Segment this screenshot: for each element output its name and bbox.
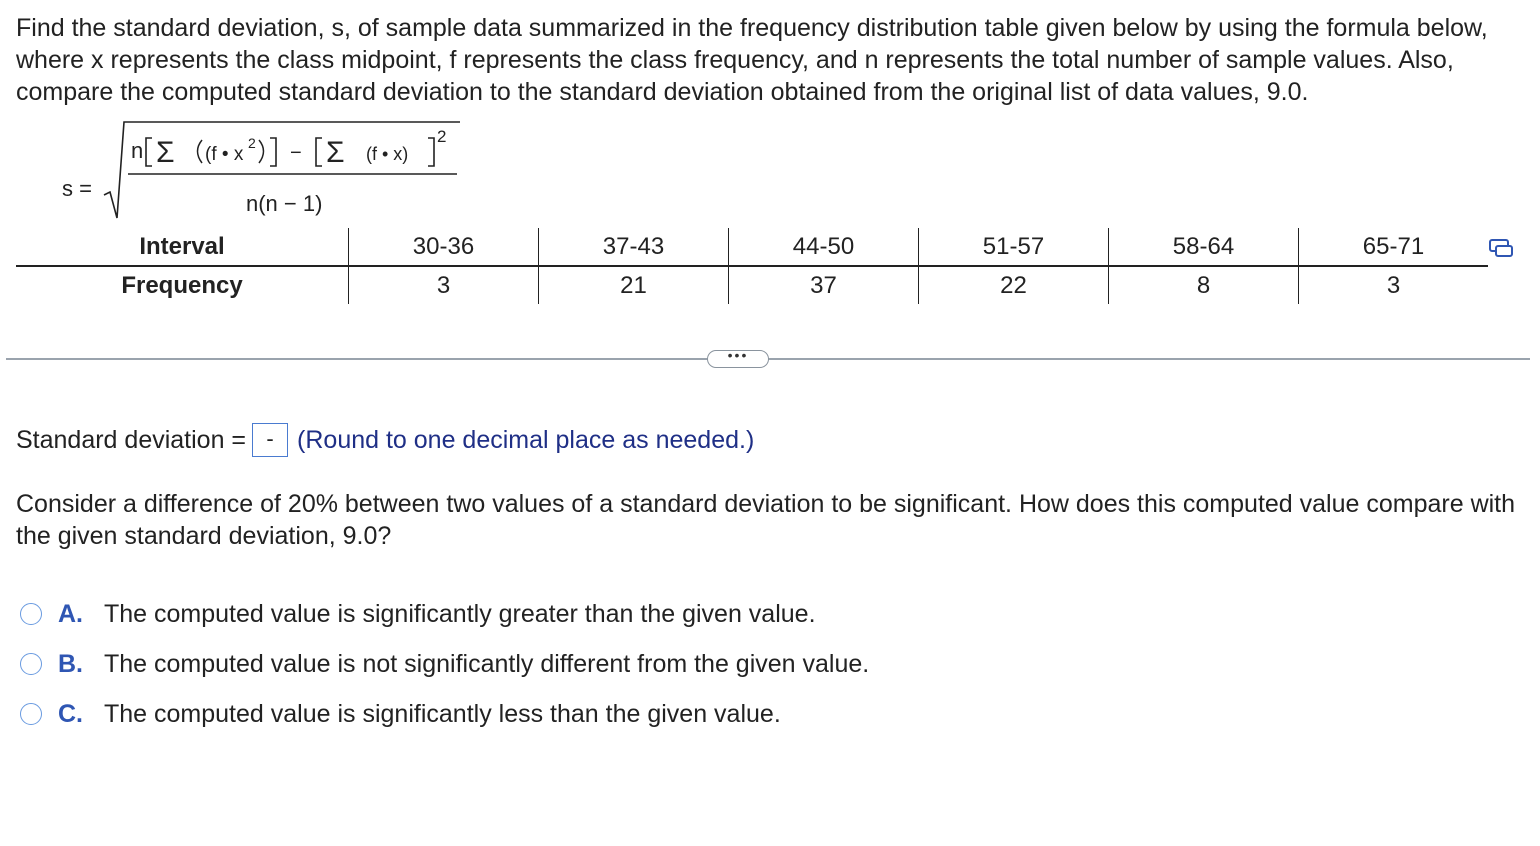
- frequency-cell: 37: [729, 266, 919, 304]
- formula-denominator: n(n − 1): [246, 191, 323, 216]
- frequency-cell: 21: [539, 266, 729, 304]
- compare-question: Consider a difference of 20% between two values of a standard deviation to be significant. How does this computed value compare with the given standard deviation, 9.0?: [16, 490, 1516, 550]
- option-letter: B.: [58, 649, 83, 678]
- interval-cell: 51-57: [919, 228, 1109, 266]
- std-dev-formula: [0, 110, 480, 230]
- interval-cell: 58-64: [1109, 228, 1299, 266]
- option-text: The computed value is significantly less than the given value.: [104, 699, 781, 728]
- answer-row: [16, 422, 754, 458]
- option-a[interactable]: [20, 596, 1020, 632]
- option-letter: C.: [58, 699, 83, 728]
- table-row-frequency: [16, 266, 1488, 304]
- formula-outer-exp: 2: [437, 127, 447, 146]
- frequency-cell: 8: [1109, 266, 1299, 304]
- rounding-hint: (Round to one decimal place as needed.): [297, 425, 755, 454]
- frequency-cell: 3: [349, 266, 539, 304]
- formula-term1-exp: 2: [248, 135, 256, 151]
- frequency-cell: 22: [919, 266, 1109, 304]
- sigma-symbol-2: Σ: [326, 136, 345, 169]
- formula-n: n: [131, 138, 144, 163]
- interval-cell: 30-36: [349, 228, 539, 266]
- option-b[interactable]: [20, 646, 1020, 682]
- option-text: The computed value is significantly greater than the given value.: [104, 599, 816, 628]
- answer-label: Standard deviation =: [16, 425, 247, 454]
- answer-options: [20, 596, 1020, 746]
- interval-cell: 65-71: [1299, 228, 1489, 266]
- row-label-frequency: Frequency: [121, 271, 243, 299]
- expand-more-button[interactable]: •••: [707, 350, 769, 368]
- option-c[interactable]: [20, 696, 1020, 732]
- option-letter: A.: [58, 599, 83, 628]
- formula-term2: (f • x): [366, 144, 409, 164]
- std-dev-answer-input[interactable]: -: [252, 423, 288, 457]
- frequency-table: [16, 228, 1488, 304]
- frequency-cell: 3: [1299, 266, 1489, 304]
- interval-cell: 44-50: [729, 228, 919, 266]
- row-label-interval: Interval: [16, 228, 349, 266]
- formula-minus: −: [290, 142, 302, 164]
- radio-option-a[interactable]: [20, 603, 42, 625]
- formula-term1: (f • x: [205, 144, 244, 165]
- copy-icon[interactable]: [1488, 237, 1514, 259]
- table-row-interval: [16, 228, 1488, 266]
- radio-option-c[interactable]: [20, 703, 42, 725]
- option-text: The computed value is not significantly different from the given value.: [104, 649, 870, 678]
- question-text: Find the standard deviation, s, of sample data summarized in the frequency distribution table given below by using the formula below, where x represents the class midpoint, f represents the class frequency, and n represents the total number of sample values. Also, compare the computed standard deviation to the standard deviation obtained from the original list of data values, 9.0.: [16, 14, 1488, 106]
- formula-lhs: s =: [62, 176, 92, 201]
- sigma-symbol-1: Σ: [156, 136, 175, 169]
- radio-option-b[interactable]: [20, 653, 42, 675]
- interval-cell: 37-43: [539, 228, 729, 266]
